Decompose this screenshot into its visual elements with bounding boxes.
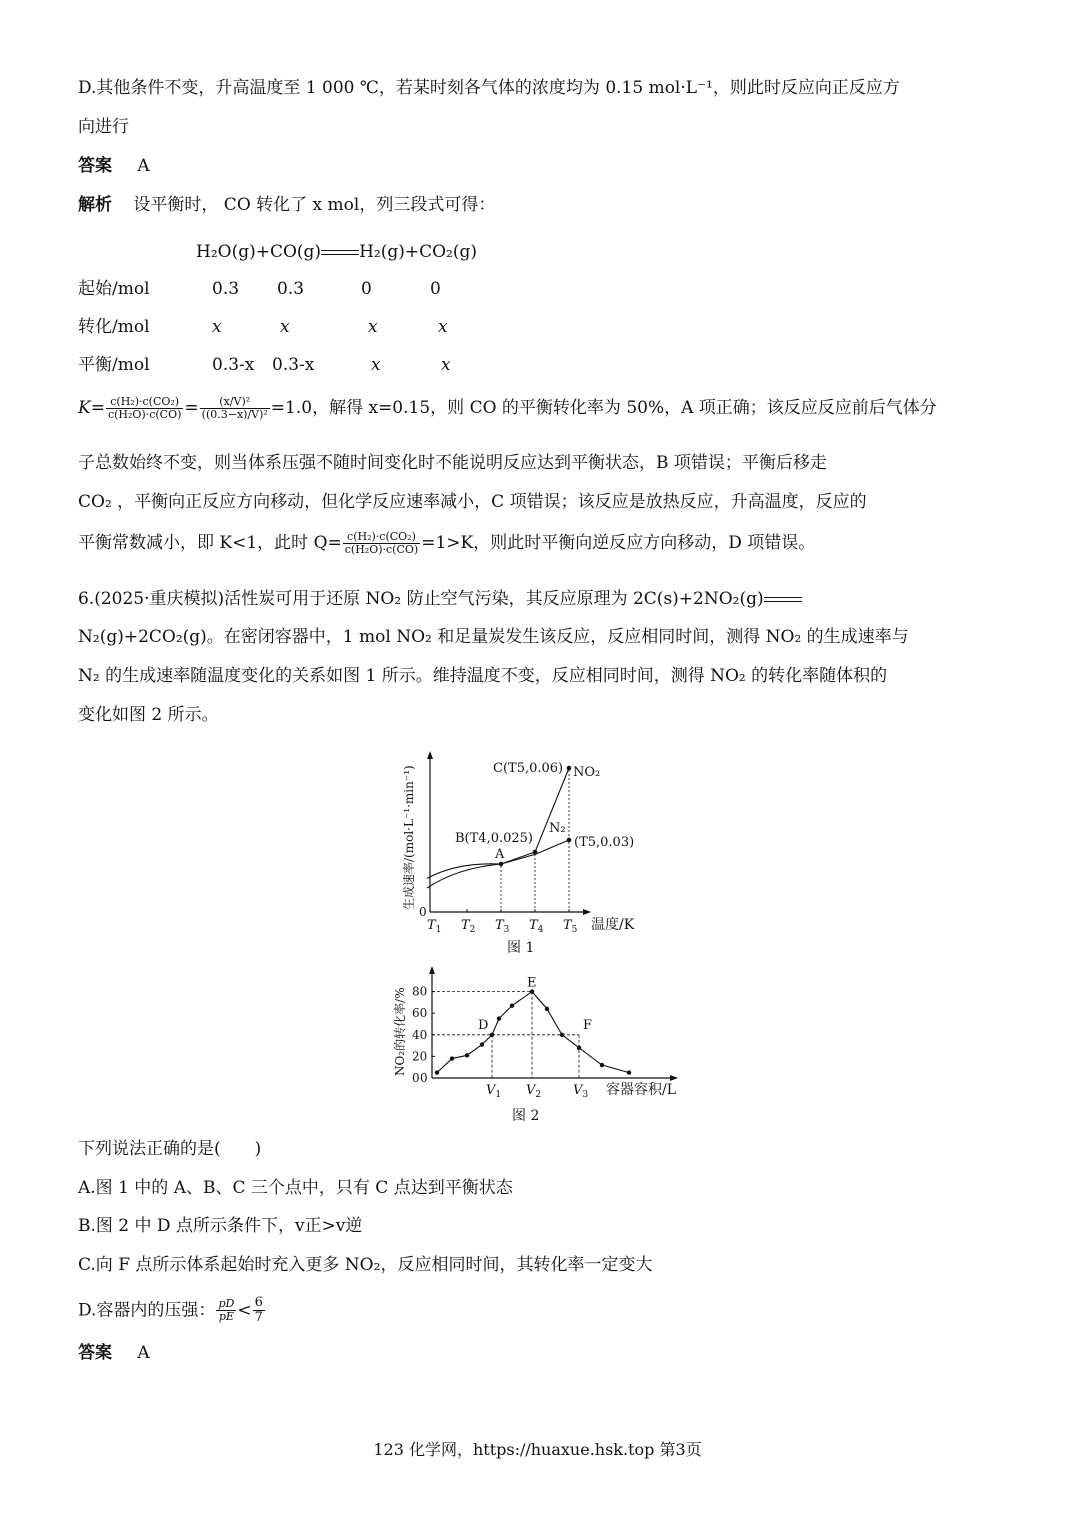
data-point <box>545 1007 549 1011</box>
data-point <box>480 1042 484 1046</box>
table-cell: 0.3 <box>277 279 305 299</box>
point-b <box>533 850 538 855</box>
answer-line <box>78 158 150 175</box>
table-cell: x <box>371 355 381 375</box>
equation <box>196 244 477 261</box>
origin-label: 0 <box>420 1071 428 1085</box>
equilibrium-arrow-icon <box>764 595 802 605</box>
equation-left: H₂O(g)+CO(g) <box>196 242 322 262</box>
q-fraction-den: c(H₂O)·c(CO) <box>344 543 419 557</box>
data-point <box>577 1046 581 1050</box>
q6-stem-line1 <box>78 591 802 608</box>
x-axis-label: 温度/K <box>591 917 635 933</box>
data-point <box>600 1063 604 1067</box>
annotation-t5-n2: (T5,0.03) <box>574 835 635 850</box>
analysis-line <box>78 197 495 214</box>
series-line <box>437 992 629 1073</box>
y-tick-label: 0 <box>412 1071 420 1085</box>
k-fraction-1-num: c(H₂)·c(CO₂) <box>106 396 183 409</box>
answer-value: A <box>137 156 150 176</box>
k-expression-line <box>78 396 937 421</box>
table-cell: 0.3-x <box>272 355 315 375</box>
table-cell: x <box>368 317 378 337</box>
point-label-f: F <box>583 1017 593 1033</box>
data-point <box>560 1033 564 1037</box>
x-tick-label: $T_2$ <box>461 918 476 935</box>
analysis-label: 解析 <box>78 195 112 215</box>
data-point <box>490 1033 494 1037</box>
q6-stem-line2: N₂(g)+2CO₂(g)。在密闭容器中，1 mol NO₂ 和足量炭发生该反应，反应相同时间，测得 NO₂ 的生成速率与 <box>78 627 909 647</box>
annotation-b: B(T4,0.025) <box>455 831 533 846</box>
x-tick-label: $T_1$ <box>427 918 442 935</box>
data-point <box>450 1056 454 1060</box>
q6-option-d-text: D.容器内的压强： <box>78 1300 216 1321</box>
x-tick-label: $V_2$ <box>526 1083 542 1100</box>
figure-1-caption: 图 1 <box>507 940 535 955</box>
data-point <box>465 1053 469 1057</box>
y-tick-label: 40 <box>412 1027 428 1042</box>
y-axis-arrow-icon <box>429 966 435 974</box>
pressure-ratio <box>216 1298 236 1323</box>
x-axis-arrow-icon <box>583 909 591 915</box>
table-cell: x <box>212 317 222 337</box>
pressure-ratio-num: pD <box>218 1297 235 1311</box>
six-sevenths-num: 6 <box>254 1295 263 1310</box>
point-a <box>499 862 504 867</box>
q6-option-d <box>78 1296 266 1326</box>
y-axis-label: 生成速率/(mol·L⁻¹·min⁻¹) <box>402 765 416 910</box>
k-fraction-1 <box>106 396 183 421</box>
k-fraction-1-den: c(H₂O)·c(CO) <box>107 408 182 422</box>
annotation-c: C(T5,0.06) <box>493 761 564 776</box>
table-cell: x <box>438 317 448 337</box>
y-tick-label: 80 <box>412 984 428 999</box>
point-label-e: E <box>527 975 537 991</box>
x-tick-label: $T_4$ <box>529 918 544 935</box>
q-fraction-num: c(H₂)·c(CO₂) <box>343 531 420 544</box>
data-point <box>435 1070 439 1074</box>
q6-stem-line4: 变化如图 2 所示。 <box>78 705 219 725</box>
equation-right: H₂(g)+CO₂(g) <box>359 242 477 262</box>
q6-stem-line3: N₂ 的生成速率随温度变化的关系如图 1 所示。维持温度不变，反应相同时间，测得 NO₂ 的转化率随体积的 <box>78 666 888 686</box>
page-footer: 123 化学网，https://huaxue.hsk.top 第3页 <box>373 1440 702 1459</box>
annotation-a: A <box>495 847 505 862</box>
option-d-line1: D.其他条件不变，升高温度至 1 000 ℃，若某时刻各气体的浓度均为 0.15 mol·L⁻¹，则此时反应向正反应方 <box>78 78 900 98</box>
point-label-d: D <box>478 1017 489 1033</box>
analysis-line-3: CO₂ ，平衡向正反应方向移动，但化学反应速率减小，C 项错误；该反应是放热反应，升高温度，反应的 <box>78 492 867 512</box>
data-point <box>627 1070 631 1074</box>
table-row-label: 转化/mol <box>78 317 150 337</box>
table-cell: 0 <box>361 279 372 299</box>
q6-stem-text: 6.(2025·重庆模拟)活性炭可用于还原 NO₂ 防止空气污染，其反应原理为 2C(s)+2NO₂(g) <box>78 589 764 609</box>
y-axis-label: NO₂的转化率/% <box>393 987 407 1076</box>
k-rest: =1.0，解得 x=0.15，则 CO 的平衡转化率为 50%，A 项正确；该反应反应前后气体分 <box>270 398 937 419</box>
six-sevenths-den: 7 <box>254 1310 263 1326</box>
series-label-n2: N₂ <box>549 821 566 836</box>
x-tick-label: $T_3$ <box>495 918 510 935</box>
table-cell: 0.3-x <box>212 355 255 375</box>
y-axis-arrow-icon <box>427 751 433 759</box>
pressure-ratio-den: pE <box>218 1310 234 1324</box>
y-tick-label: 20 <box>412 1049 428 1064</box>
line4-pre: 平衡常数减小，即 K<1，此时 Q= <box>78 533 342 554</box>
k-fraction-2-num: (x/V)² <box>200 396 270 409</box>
q6-option-a: A.图 1 中的 A、B、C 三个点中，只有 C 点达到平衡状态 <box>78 1178 513 1198</box>
k-prefix: K= <box>78 398 105 419</box>
point-c <box>567 766 572 771</box>
table-cell: x <box>441 355 451 375</box>
q6-answer-value: A <box>137 1343 150 1363</box>
data-point <box>510 1003 514 1007</box>
table-cell: 0 <box>430 279 441 299</box>
figure-1-chart <box>395 745 675 955</box>
k-equals: = <box>184 398 199 419</box>
q6-option-b: B.图 2 中 D 点所示条件下，v正>v逆 <box>78 1216 363 1236</box>
analysis-intro: 设平衡时， CO 转化了 x mol，列三段式可得： <box>133 195 496 215</box>
line4-post: =1>K，则此时平衡向逆反应方向移动，D 项错误。 <box>421 533 816 554</box>
equilibrium-arrow-icon <box>321 248 359 258</box>
origin-label: 0 <box>419 905 427 919</box>
less-than: < <box>237 1300 252 1321</box>
data-point <box>497 1016 501 1020</box>
table-cell: 0.3 <box>212 279 240 299</box>
table-cell: x <box>280 317 290 337</box>
figure-2-caption: 图 2 <box>512 1108 540 1124</box>
q-fraction <box>343 531 420 556</box>
analysis-line-2: 子总数始终不变，则当体系压强不随时间变化时不能说明反应达到平衡状态，B 项错误；平衡后移走 <box>78 453 827 473</box>
x-axis-arrow-icon <box>670 1075 678 1081</box>
six-sevenths <box>253 1296 265 1326</box>
q6-prompt: 下列说法正确的是( ) <box>78 1139 262 1159</box>
option-d-line2: 向进行 <box>78 117 129 137</box>
q6-answer-line <box>78 1345 150 1362</box>
x-tick-label: $V_1$ <box>486 1083 502 1100</box>
analysis-line-4 <box>78 531 815 556</box>
k-fraction-2-den: ((0.3−x)/V)² <box>201 408 268 422</box>
point-n2-t5 <box>567 838 572 843</box>
y-tick-label: 60 <box>412 1006 428 1021</box>
q6-answer-label: 答案 <box>78 1343 112 1363</box>
table-row-label: 平衡/mol <box>78 355 150 375</box>
x-tick-label: $T_5$ <box>563 918 578 935</box>
q6-option-c: C.向 F 点所示体系起始时充入更多 NO₂，反应相同时间，其转化率一定变大 <box>78 1255 653 1275</box>
x-tick-label: $V_3$ <box>573 1083 589 1100</box>
series-label-no2: NO₂ <box>573 765 601 780</box>
k-fraction-2 <box>200 396 270 421</box>
table-row-label: 起始/mol <box>78 279 150 299</box>
answer-label: 答案 <box>78 156 112 176</box>
figure-2-chart <box>390 960 710 1128</box>
x-axis-label: 容器容积/L <box>606 1082 677 1098</box>
